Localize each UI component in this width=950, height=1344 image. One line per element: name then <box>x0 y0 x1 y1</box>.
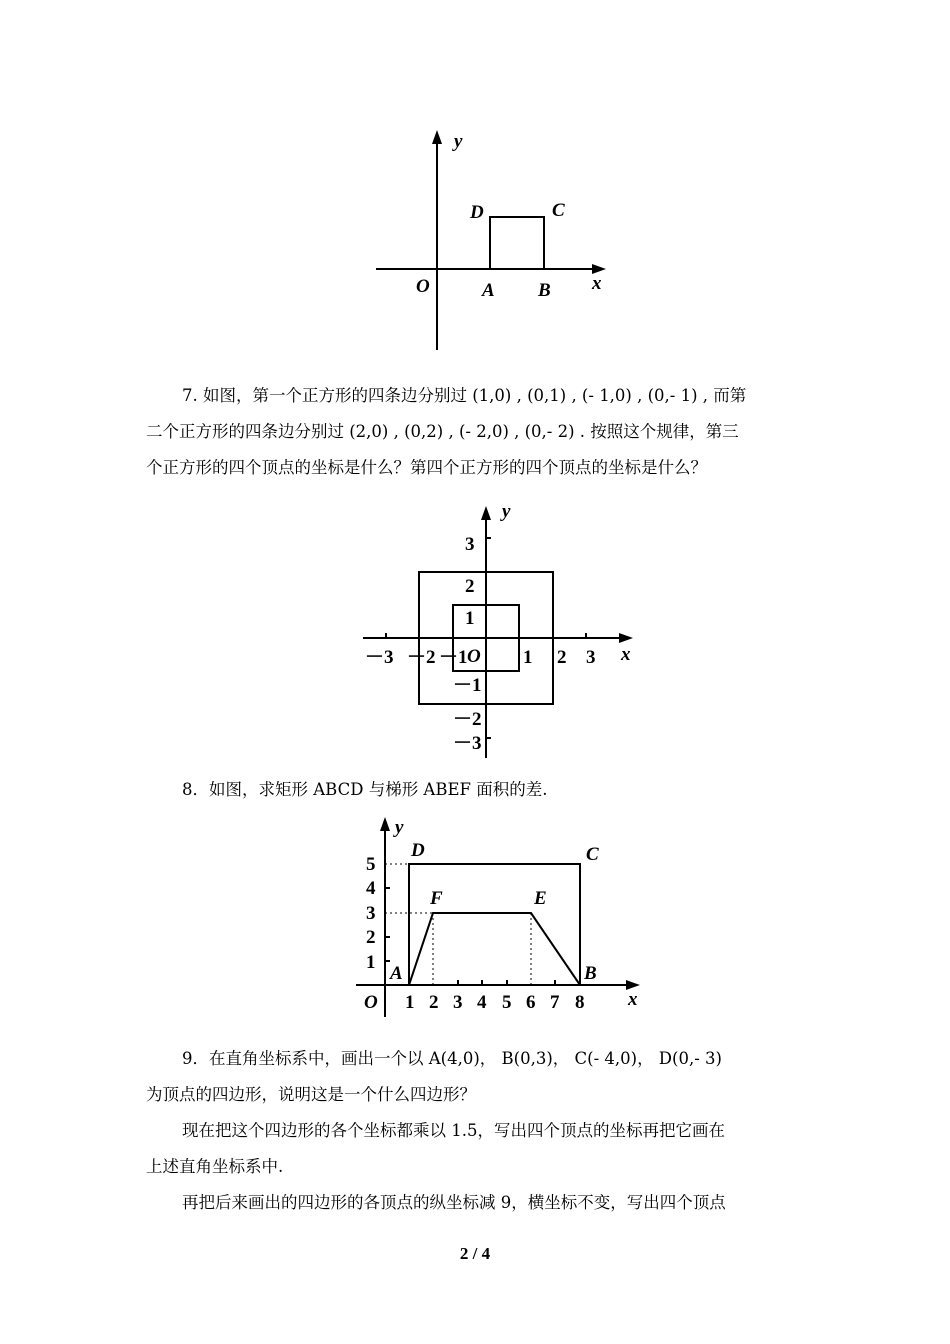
question-9-para-2-line-2: 上述直角坐标系中. <box>146 1157 284 1176</box>
origin-label: O <box>416 276 430 297</box>
x-axis-label: x <box>628 989 638 1010</box>
x-tick-label-2: 2 <box>557 647 567 668</box>
y-tick-label-2: 2 <box>465 576 475 597</box>
y-axis-arrow <box>380 817 390 831</box>
figure-nested-squares-svg <box>355 500 645 762</box>
rectangle-abcd <box>409 864 580 985</box>
y-tick-label-2: 2 <box>366 927 376 948</box>
point-c-label: C <box>552 200 565 221</box>
x-tick-label-8: 8 <box>575 992 585 1013</box>
y-tick-label-3: 3 <box>465 534 475 555</box>
point-b-label: B <box>538 280 551 301</box>
figure-square-abcd-svg <box>370 125 620 357</box>
x-tick-label-4: 4 <box>477 992 487 1013</box>
x-tick-label-1: 1 <box>523 647 533 668</box>
x-tick-label-5: 5 <box>502 992 512 1013</box>
figure-square-abcd <box>370 125 620 357</box>
point-f-label: F <box>430 888 443 909</box>
question-8: 8．如图，求矩形 ABCD 与梯形 ABEF 面积的差. <box>182 780 548 799</box>
x-tick-label-neg3: －3 <box>365 647 394 668</box>
x-tick-label-3: 3 <box>586 647 596 668</box>
x-tick-label-1: 1 <box>405 992 415 1013</box>
y-axis-label: y <box>395 817 404 838</box>
y-axis-arrow <box>432 130 442 144</box>
x-axis-label: x <box>592 273 602 294</box>
x-tick-label-6: 6 <box>526 992 536 1013</box>
y-axis-label: y <box>454 131 463 152</box>
question-7-line-3: 个正方形的四个顶点的坐标是什么？第四个正方形的四个顶点的坐标是什么？ <box>146 458 707 477</box>
point-d-label: D <box>470 202 484 223</box>
x-tick-label-neg2: －2 <box>407 647 436 668</box>
origin-label: O <box>467 646 481 667</box>
y-tick-label-neg1: －1 <box>453 675 482 696</box>
point-c-label: C <box>586 844 599 865</box>
question-9-para-3-line-1: 再把后来画出的四边形的各顶点的纵坐标减 9，横坐标不变，写出四个顶点 <box>182 1193 726 1212</box>
y-tick-label-1: 1 <box>366 952 376 973</box>
question-9-line-2: 为顶点的四边形，说明这是一个什么四边形？ <box>146 1085 476 1104</box>
point-e-label: E <box>534 888 547 909</box>
question-9-para-2-line-1: 现在把这个四边形的各个坐标都乘以 1.5，写出四个顶点的坐标再把它画在 <box>182 1121 725 1140</box>
y-axis-label: y <box>502 501 511 522</box>
question-7-line-2: 二个正方形的四条边分别过 (2,0) , (0,2) , (- 2,0) , (0,- 2) . 按照这个规律，第三 <box>146 422 739 441</box>
page-number: 2 / 4 <box>459 1244 491 1263</box>
origin-label: O <box>364 992 378 1013</box>
figure-nested-squares <box>355 500 645 762</box>
x-tick-label-3: 3 <box>453 992 463 1013</box>
y-tick-label-neg2: －2 <box>453 709 482 730</box>
y-axis-arrow <box>481 506 491 520</box>
y-tick-label-neg3: －3 <box>453 733 482 754</box>
y-tick-label-3: 3 <box>366 903 376 924</box>
point-a-label: A <box>390 963 403 984</box>
point-b-label: B <box>584 963 597 984</box>
trapezoid-abef <box>409 913 580 985</box>
square-abcd <box>490 217 544 269</box>
y-tick-label-5: 5 <box>366 854 376 875</box>
x-tick-label-neg1: －1 <box>439 647 468 668</box>
question-9-line-1: 9．在直角坐标系中，画出一个以 A(4,0)， B(0,3)， C(- 4,0)， D(0,- 3) <box>182 1049 722 1068</box>
x-axis-arrow <box>619 633 633 643</box>
question-7-line-1: 7. 如图，第一个正方形的四条边分别过 (1,0) , (0,1) , (- 1,0) , (0,- 1) , 而第 <box>182 386 747 405</box>
x-axis-label: x <box>621 644 631 665</box>
y-tick-label-4: 4 <box>366 878 376 899</box>
y-tick-label-1: 1 <box>465 608 475 629</box>
x-tick-label-7: 7 <box>550 992 560 1013</box>
point-d-label: D <box>411 840 425 861</box>
point-a-label: A <box>482 280 495 301</box>
figure-rectangle-trapezoid-svg <box>350 812 650 1022</box>
x-tick-label-2: 2 <box>429 992 439 1013</box>
figure-rectangle-trapezoid <box>350 812 650 1022</box>
